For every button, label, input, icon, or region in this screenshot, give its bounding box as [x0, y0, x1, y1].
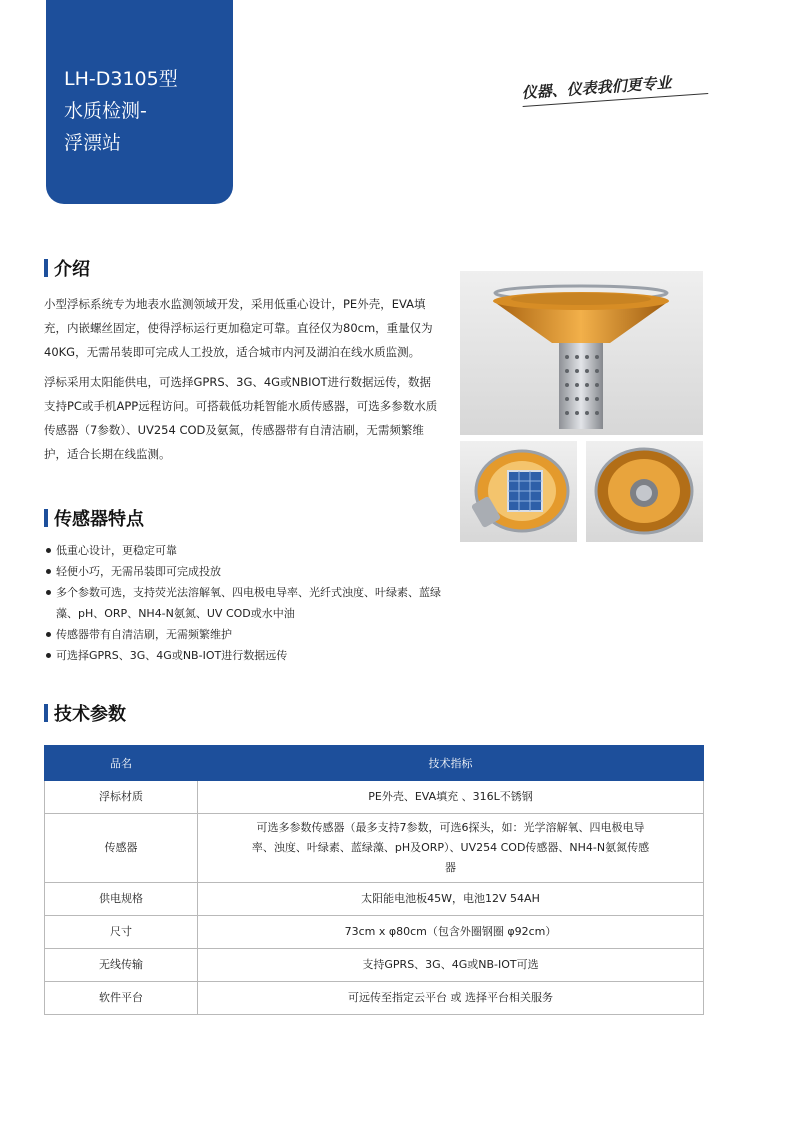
feature-item: 多个参数可选，支持荧光法溶解氧、四电极电导率、光纤式浊度、叶绿素、蓝绿藻、pH、ORP、NH4-N氨氮、UV COD或水中油 [44, 582, 444, 624]
feature-item: 低重心设计，更稳定可靠 [44, 540, 444, 561]
buoy-solar-illustration [460, 441, 577, 542]
header-name: 品名 [45, 746, 198, 781]
intro-heading-text: 介绍 [54, 259, 90, 280]
spec-value: 支持GPRS、3G、4G或NB-IOT可选 [198, 949, 704, 982]
product-title-line3: 浮漂站 [64, 132, 122, 154]
heading-bar [44, 509, 48, 527]
features-heading-text: 传感器特点 [54, 509, 144, 530]
table-row [45, 814, 704, 883]
heading-bar [44, 259, 48, 277]
specs-heading [44, 701, 126, 725]
spec-value: 可选多参数传感器（最多支持7参数，可选6探头，如：光学溶解氧、四电极电导率、浊度、叶绿素、蓝绿藻、pH及ORP）、UV254 COD传感器、NH4-N氨氮传感器 [198, 814, 704, 883]
heading-bar [44, 704, 48, 722]
intro-paragraph-1: 小型浮标系统专为地表水监测领域开发，采用低重心设计，PE外壳，EVA填充，内嵌螺丝固定，使得浮标运行更加稳定可靠。直径仅为80cm，重量仅为40KG，无需吊装即可完成人工投放，适合城市内河及湖泊在线水质监测。 [44, 297, 433, 359]
table-header-row [45, 746, 704, 781]
table-row [45, 982, 704, 1015]
product-model: LH-D3105型 [64, 68, 178, 90]
feature-item: 传感器带有自清洁刷，无需频繁维护 [44, 624, 444, 645]
spec-name: 尺寸 [45, 916, 198, 949]
feature-item: 可选择GPRS、3G、4G或NB-IOT进行数据远传 [44, 645, 444, 666]
specs-heading-text: 技术参数 [54, 704, 126, 725]
header-value: 技术指标 [198, 746, 704, 781]
buoy-front-photo [460, 271, 703, 435]
intro-heading [44, 256, 90, 280]
intro-text [44, 292, 440, 472]
spec-value: PE外壳、EVA填充 、316L不锈钢 [198, 781, 704, 814]
spec-name: 无线传输 [45, 949, 198, 982]
feature-item: 轻便小巧，无需吊装即可完成投放 [44, 561, 444, 582]
spec-value: 太阳能电池板45W，电池12V 54AH [198, 883, 704, 916]
slogan-text: 仪器、仪表我们更专业 [521, 73, 672, 102]
product-title-line2: 水质检测- [64, 100, 147, 122]
spec-value: 73cm x φ80cm（包含外圈钢圈 φ92cm） [198, 916, 704, 949]
table-row [45, 916, 704, 949]
intro-paragraph-2: 浮标采用太阳能供电，可选择GPRS、3G、4G或NBIOT进行数据远传，数据支持PC或手机APP远程访问。可搭载低功耗智能水质传感器，可选多参数水质传感器（7参数）、UV254 COD及氨氮，传感器带有自清洁刷，无需频繁维护，适合长期在线监测。 [44, 375, 438, 461]
spec-value: 可远传至指定云平台 或 选择平台相关服务 [198, 982, 704, 1015]
table-row [45, 949, 704, 982]
spec-name: 供电规格 [45, 883, 198, 916]
buoy-bottom-illustration [586, 441, 703, 542]
table-row [45, 883, 704, 916]
features-list [44, 540, 444, 666]
spec-name: 浮标材质 [45, 781, 198, 814]
buoy-top-solar-photo [460, 441, 577, 542]
table-row [45, 781, 704, 814]
buoy-bottom-photo [586, 441, 703, 542]
title-block [46, 0, 233, 204]
features-heading [44, 506, 144, 530]
spec-name: 软件平台 [45, 982, 198, 1015]
spec-name: 传感器 [45, 814, 198, 883]
specs-table [44, 745, 704, 1015]
slogan [521, 69, 709, 112]
buoy-front-illustration [460, 271, 703, 435]
